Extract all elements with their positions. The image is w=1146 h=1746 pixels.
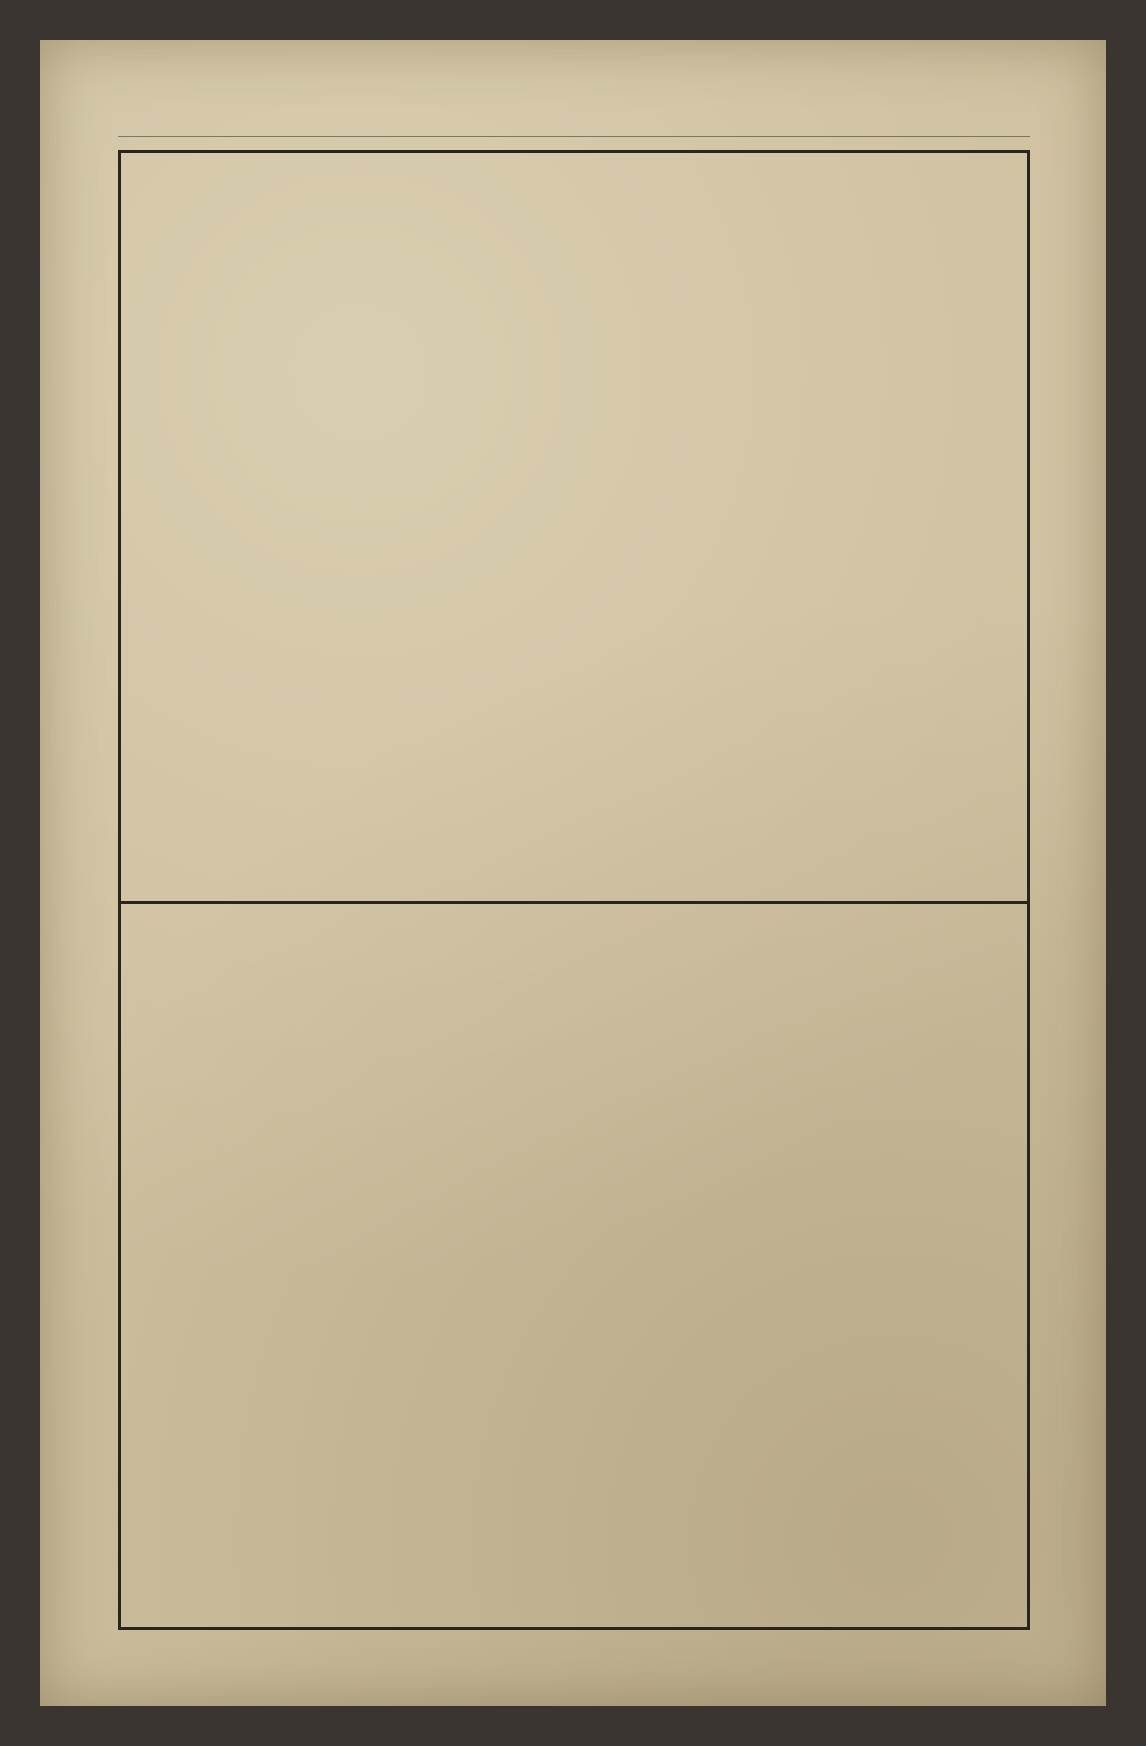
top-rule [118, 136, 1030, 137]
main-text-section [121, 153, 1027, 901]
scanned-page [40, 40, 1106, 1706]
supplementary-columns [133, 916, 1015, 1615]
library-watermark [480, 1620, 1020, 1730]
main-text-columns [133, 165, 1015, 889]
supplementary-section [121, 904, 1027, 1627]
text-frame [118, 150, 1030, 1630]
